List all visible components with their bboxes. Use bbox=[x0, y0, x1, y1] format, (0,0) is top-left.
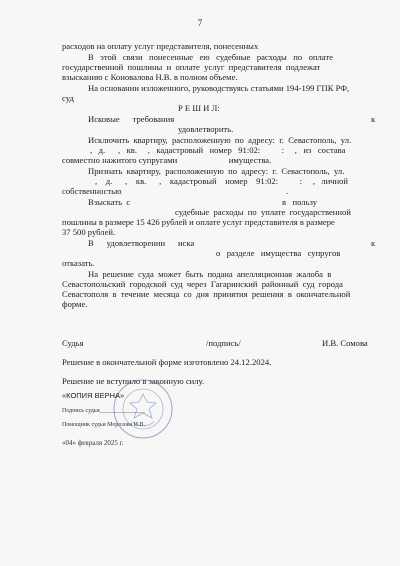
text-line: государственной пошлины и оплате услуг представителя подлежат bbox=[62, 62, 321, 72]
text-line: к bbox=[371, 238, 376, 248]
stamp-title: «КОПИЯ ВЕРНА» bbox=[62, 391, 125, 400]
text-line: суд bbox=[62, 93, 74, 103]
text-line: удовлетворить. bbox=[178, 124, 234, 134]
text-line: судебные расходы по уплате государственной bbox=[175, 207, 351, 217]
text-line: И.В. Сомова bbox=[322, 338, 368, 348]
text-line: о разделе имущества супругов bbox=[216, 248, 341, 258]
text-line: На решение суда может быть подана апелляционная жалоба в bbox=[88, 269, 332, 279]
text-line: Р Е Ш И Л: bbox=[178, 103, 220, 113]
text-line: На основании изложенного, руководствуясь статьями 194-199 ГПК РФ, bbox=[88, 83, 350, 93]
text-line: собственностью bbox=[62, 186, 122, 196]
stamp-date: «04» февраля 2025 г. bbox=[62, 439, 124, 447]
stamp-assistant-line: Помощник судьи Морозова И.В. bbox=[62, 422, 145, 428]
text-line: взысканию с Коновалова Н.В. в полном объеме. bbox=[62, 72, 238, 82]
text-line: 37 500 рублей. bbox=[62, 227, 116, 237]
text-line: Судья bbox=[62, 338, 84, 348]
text-line: пошлины в размере 15 426 рублей и оплате услуг представителя в размере bbox=[62, 217, 335, 227]
text-line: совместно нажитого супругами имущества. bbox=[62, 155, 272, 165]
text-line: , д. , кв. , кадастровый номер 91:02: : , личной bbox=[95, 176, 348, 186]
text-line: , д. , кв. , кадастровый номер 91:02: : , из состава bbox=[90, 145, 346, 155]
text-line: Взыскать с bbox=[88, 197, 131, 207]
text-line: В удовлетворении иска bbox=[88, 238, 195, 248]
text-line: в пользу bbox=[282, 197, 318, 207]
text-line: /подпись/ bbox=[206, 338, 241, 348]
text-line: . bbox=[286, 186, 289, 196]
text-line: Исключить квартиру, расположенную по адресу: г. Севастополь, ул. bbox=[88, 135, 352, 145]
text-line: Севастополя в течение месяца со дня принятия решения в окончательной bbox=[62, 289, 351, 299]
stamp-signature-line: Подпись судьи_______________ bbox=[62, 408, 145, 414]
text-line: Признать квартиру, расположенную по адресу: г. Севастополь, ул. bbox=[88, 166, 345, 176]
text-line: Решение не вступило в законную силу. bbox=[62, 376, 205, 386]
text-line: Решение в окончательной форме изготовлено 24.12.2024. bbox=[62, 357, 272, 367]
text-line: к bbox=[371, 114, 376, 124]
page-number: 7 bbox=[197, 18, 203, 28]
text-line: В этой связи понесенные ею судебные расходы по оплате bbox=[88, 52, 333, 62]
text-line: форме. bbox=[62, 299, 88, 309]
text-line: расходов на оплату услуг представителя, понесенных bbox=[62, 41, 259, 51]
text-line: Севастопольский городской суд через Гагаринский районный суд города bbox=[62, 279, 343, 289]
text-line: Исковые требования bbox=[88, 114, 175, 124]
text-line: отказать. bbox=[62, 258, 95, 268]
copy-stamp bbox=[58, 388, 176, 470]
